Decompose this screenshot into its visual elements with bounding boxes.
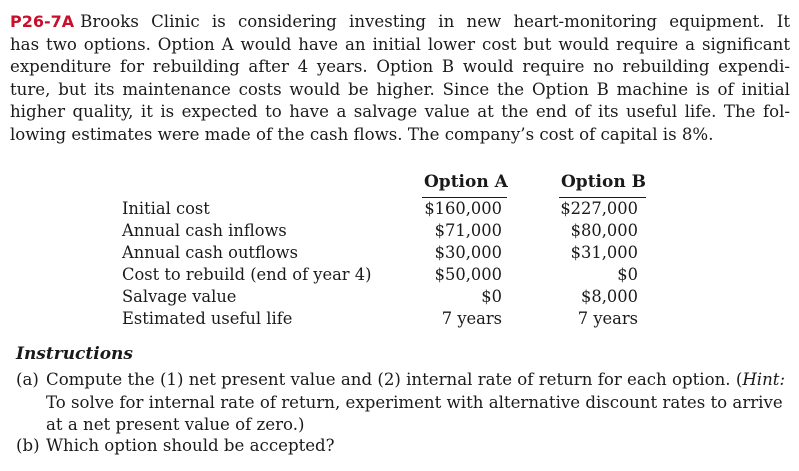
item-a-text-1: Compute the (1) net present value and (2) internal rate of return for each option. ( <box>46 370 743 389</box>
option-b-value: $80,000 <box>570 221 638 240</box>
column-header-option-a: Option A <box>424 172 508 192</box>
row-label: Annual cash outflows <box>122 243 298 262</box>
option-a-value: $71,000 <box>434 221 502 240</box>
problem-text-3: expenditure for rebuilding after 4 years. Option B would require no rebuilding expendi- <box>10 57 790 77</box>
problem-text-4: ture, but its maintenance costs would be higher. Since the Option B machine is of initial <box>10 79 790 99</box>
problem-text-1: Brooks Clinic is considering investing in new heart-monitoring equipment. It <box>80 12 790 31</box>
instruction-item-b <box>16 435 786 458</box>
problem-statement <box>10 11 790 147</box>
hint-label: Hint: <box>742 370 786 389</box>
problem-line <box>10 124 790 147</box>
problem-line <box>10 34 790 57</box>
option-b-value: $8,000 <box>581 287 638 306</box>
table-row <box>122 221 642 243</box>
header-underline <box>422 197 507 198</box>
table-row <box>122 265 642 287</box>
option-a-value: $50,000 <box>434 265 502 284</box>
option-a-value: $160,000 <box>424 199 502 218</box>
column-header-option-b: Option B <box>561 172 646 192</box>
item-marker: (b) <box>16 436 40 455</box>
problem-text-2: has two options. Option A would have an initial lower cost but would require a significant <box>10 34 790 54</box>
problem-text-5: higher quality, it is expected to have a salvage value at the end of its useful life. The fol- <box>10 102 790 122</box>
instruction-item-a <box>16 369 786 437</box>
table-row <box>122 309 642 331</box>
option-b-value: $0 <box>617 265 638 284</box>
problem-line <box>10 11 790 34</box>
item-a-text-3: at a net present value of zero.) <box>46 415 305 434</box>
item-a-text-2: To solve for internal rate of return, experiment with alternative discount rates to arrive <box>46 392 783 412</box>
row-label: Cost to rebuild (end of year 4) <box>122 265 372 284</box>
problem-id: P26-7A <box>10 12 75 31</box>
header-underline <box>559 197 646 198</box>
option-b-value: $227,000 <box>560 199 638 218</box>
option-a-value: $0 <box>481 287 502 306</box>
option-b-value: 7 years <box>577 309 638 328</box>
table-row <box>122 287 642 309</box>
row-label: Initial cost <box>122 199 210 218</box>
option-a-value: $30,000 <box>434 243 502 262</box>
option-a-value: 7 years <box>441 309 502 328</box>
row-label: Annual cash inflows <box>122 221 287 240</box>
problem-line <box>10 101 790 124</box>
table-row <box>122 243 642 265</box>
row-label: Estimated useful life <box>122 309 293 328</box>
instructions-heading: Instructions <box>16 344 133 364</box>
problem-line <box>10 56 790 79</box>
table-row <box>122 199 642 221</box>
item-b-text: Which option should be accepted? <box>46 436 335 455</box>
problem-line <box>10 79 790 102</box>
option-b-value: $31,000 <box>570 243 638 262</box>
problem-text-6: lowing estimates were made of the cash flows. The company’s cost of capital is 8%. <box>10 124 714 144</box>
item-marker: (a) <box>16 370 39 389</box>
row-label: Salvage value <box>122 287 237 306</box>
